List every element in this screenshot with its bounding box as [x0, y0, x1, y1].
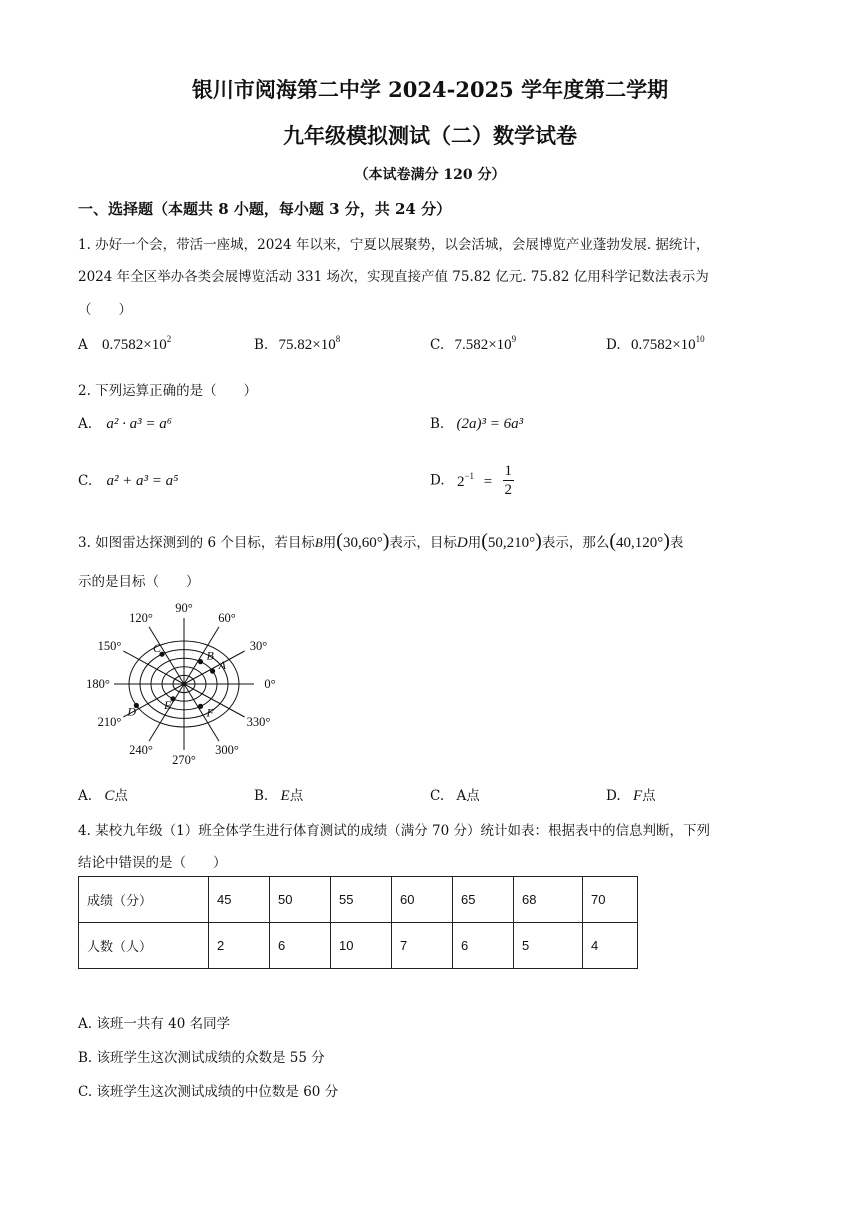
option-expr: a² · a³ = a⁶ [106, 416, 172, 432]
option-letter: A [456, 788, 467, 804]
radar-target-label: B [206, 648, 214, 663]
radar-angle-label: 0° [264, 677, 276, 691]
table-row [79, 877, 638, 923]
q3-stem-line1: 3. 如图雷达探测到的 6 个目标，若目标B用(30,60°)表示，目标D用(50,210°)表示，那么(40,120°)表 [78, 530, 684, 552]
q2-option-a[interactable] [78, 416, 172, 433]
option-expr: $75.82\times 10^8$ [278, 334, 341, 353]
radar-angle-label: 330° [246, 715, 271, 729]
table-row-header: 成绩（分） [79, 877, 209, 923]
q1-option-a[interactable] [78, 334, 171, 354]
q1-option-c[interactable] [430, 334, 516, 354]
radar-target-label: A [218, 658, 226, 673]
q2-stem: 2. 下列运算正确的是（ ） [78, 383, 258, 399]
section-heading: 一、选择题（本题共 8 小题，每小题 3 分，共 24 分） [78, 200, 452, 218]
option-suffix: 点 [466, 788, 480, 804]
radar-angle-label: 270° [172, 753, 196, 767]
q4-option-a[interactable]: A. 该班一共有 40 名同学 [78, 1016, 231, 1032]
option-label: A [78, 337, 88, 353]
radar-angle-label: 150° [97, 639, 122, 653]
option-label: A. [78, 416, 93, 432]
paper-title-line1: 银川市阅海第二中学 2024-2025 学年度第二学期 [191, 77, 669, 102]
radar-angle-label: 210° [97, 715, 122, 729]
option-expr: $7.582\times 10^9$ [454, 334, 517, 353]
option-suffix: 点 [289, 788, 304, 804]
table-cell: 55 [331, 877, 392, 923]
q3-option-d[interactable] [606, 784, 656, 805]
radar-target-label: E [164, 697, 172, 712]
option-label: C. [78, 473, 93, 489]
q4-stem-line2: 结论中错误的是（ ） [78, 855, 227, 871]
option-letter: C [104, 788, 115, 804]
table-cell: 60 [392, 877, 453, 923]
table-cell: 7 [392, 923, 453, 969]
option-label: B. [254, 337, 269, 353]
radar-angle-label: 180° [86, 677, 110, 691]
q3-stem-line2: 示的是目标（ ） [78, 574, 200, 590]
table-cell: 10 [331, 923, 392, 969]
option-expr: $0.7582\times 10^2$ [102, 334, 172, 353]
radar-target-point [210, 669, 215, 674]
q1-stem-line1: 1. 办好一个会，带活一座城，2024 年以来，宁夏以展聚势，以会活城，会展博览产业蓬勃发展. 据统计， [78, 237, 710, 253]
q3-option-b[interactable] [254, 784, 303, 805]
option-label: A. [78, 788, 93, 804]
q3-option-a[interactable] [78, 784, 128, 805]
table-cell: 4 [583, 923, 638, 969]
q2-option-b[interactable] [430, 416, 523, 433]
radar-target-label: D [127, 704, 137, 719]
option-letter: F [632, 788, 643, 804]
table-cell: 50 [270, 877, 331, 923]
option-label: B. [254, 788, 269, 804]
radar-angle-label: 90° [175, 601, 193, 615]
radar-angle-label: 30° [249, 639, 268, 653]
option-label: C. [430, 788, 445, 804]
radar-target-point [198, 659, 203, 664]
table-row [79, 923, 638, 969]
radar-ray [149, 684, 184, 741]
q4-option-b[interactable]: B. 该班学生这次测试成绩的众数是 55 分 [78, 1050, 325, 1066]
q1-stem-line3: （ ） [78, 302, 132, 318]
table-row-header: 人数（人） [79, 923, 209, 969]
option-expr: a² + a³ = a⁵ [106, 473, 179, 489]
option-label: C. [430, 337, 445, 353]
q1-option-b[interactable] [254, 334, 340, 354]
option-suffix: 点 [642, 788, 656, 804]
option-expr: $2^{-1}$ = [456, 470, 493, 490]
table-cell: 5 [514, 923, 583, 969]
option-label: B. [430, 416, 445, 432]
radar-angle-label: 60° [218, 611, 236, 626]
table-cell: 45 [209, 877, 270, 923]
q2-option-d[interactable] [430, 462, 514, 499]
radar-angle-label: 240° [129, 742, 153, 757]
option-label: D. [606, 337, 621, 353]
radar-figure [78, 592, 288, 778]
radar-angle-label: 300° [215, 742, 239, 757]
option-label: D. [606, 788, 621, 804]
radar-ray [149, 627, 184, 684]
q4-stem-line1: 4. 某校九年级（1）班全体学生进行体育测试的成绩（满分 70 分）统计如表：根据表中的信息判断，下列 [78, 823, 711, 839]
table-cell: 6 [270, 923, 331, 969]
paper-title-line2: 九年级模拟测试（二）数学试卷 [283, 123, 577, 148]
q2-option-c[interactable] [78, 473, 178, 490]
option-label: D. [430, 472, 445, 489]
option-suffix: 点 [114, 788, 128, 804]
q4-option-c[interactable]: C. 该班学生这次测试成绩的中位数是 60 分 [78, 1084, 339, 1100]
table-cell: 2 [209, 923, 270, 969]
score-table [78, 876, 638, 969]
fraction: $\frac{1}{2}$ [504, 463, 513, 498]
table-cell: 70 [583, 877, 638, 923]
radar-target-point [198, 704, 203, 709]
radar-target-label: C [153, 641, 162, 656]
table-cell: 65 [453, 877, 514, 923]
q1-option-d[interactable] [606, 334, 705, 354]
q3-option-c[interactable] [430, 784, 480, 804]
q1-stem-line2: 2024 年全区举办各类会展博览活动 331 场次，实现直接产值 75.82 亿元. 75.82 亿用科学记数法表示为 [78, 269, 709, 285]
option-expr: (2a)³ = 6a³ [456, 416, 524, 432]
option-letter: E [280, 788, 290, 804]
radar-angle-label: 120° [129, 611, 153, 626]
radar-target-label: F [206, 705, 214, 720]
full-score-note: （本试卷满分 120 分） [354, 167, 506, 183]
table-cell: 6 [453, 923, 514, 969]
option-expr: $0.7582\times 10^{10}$ [630, 334, 705, 353]
table-cell: 68 [514, 877, 583, 923]
